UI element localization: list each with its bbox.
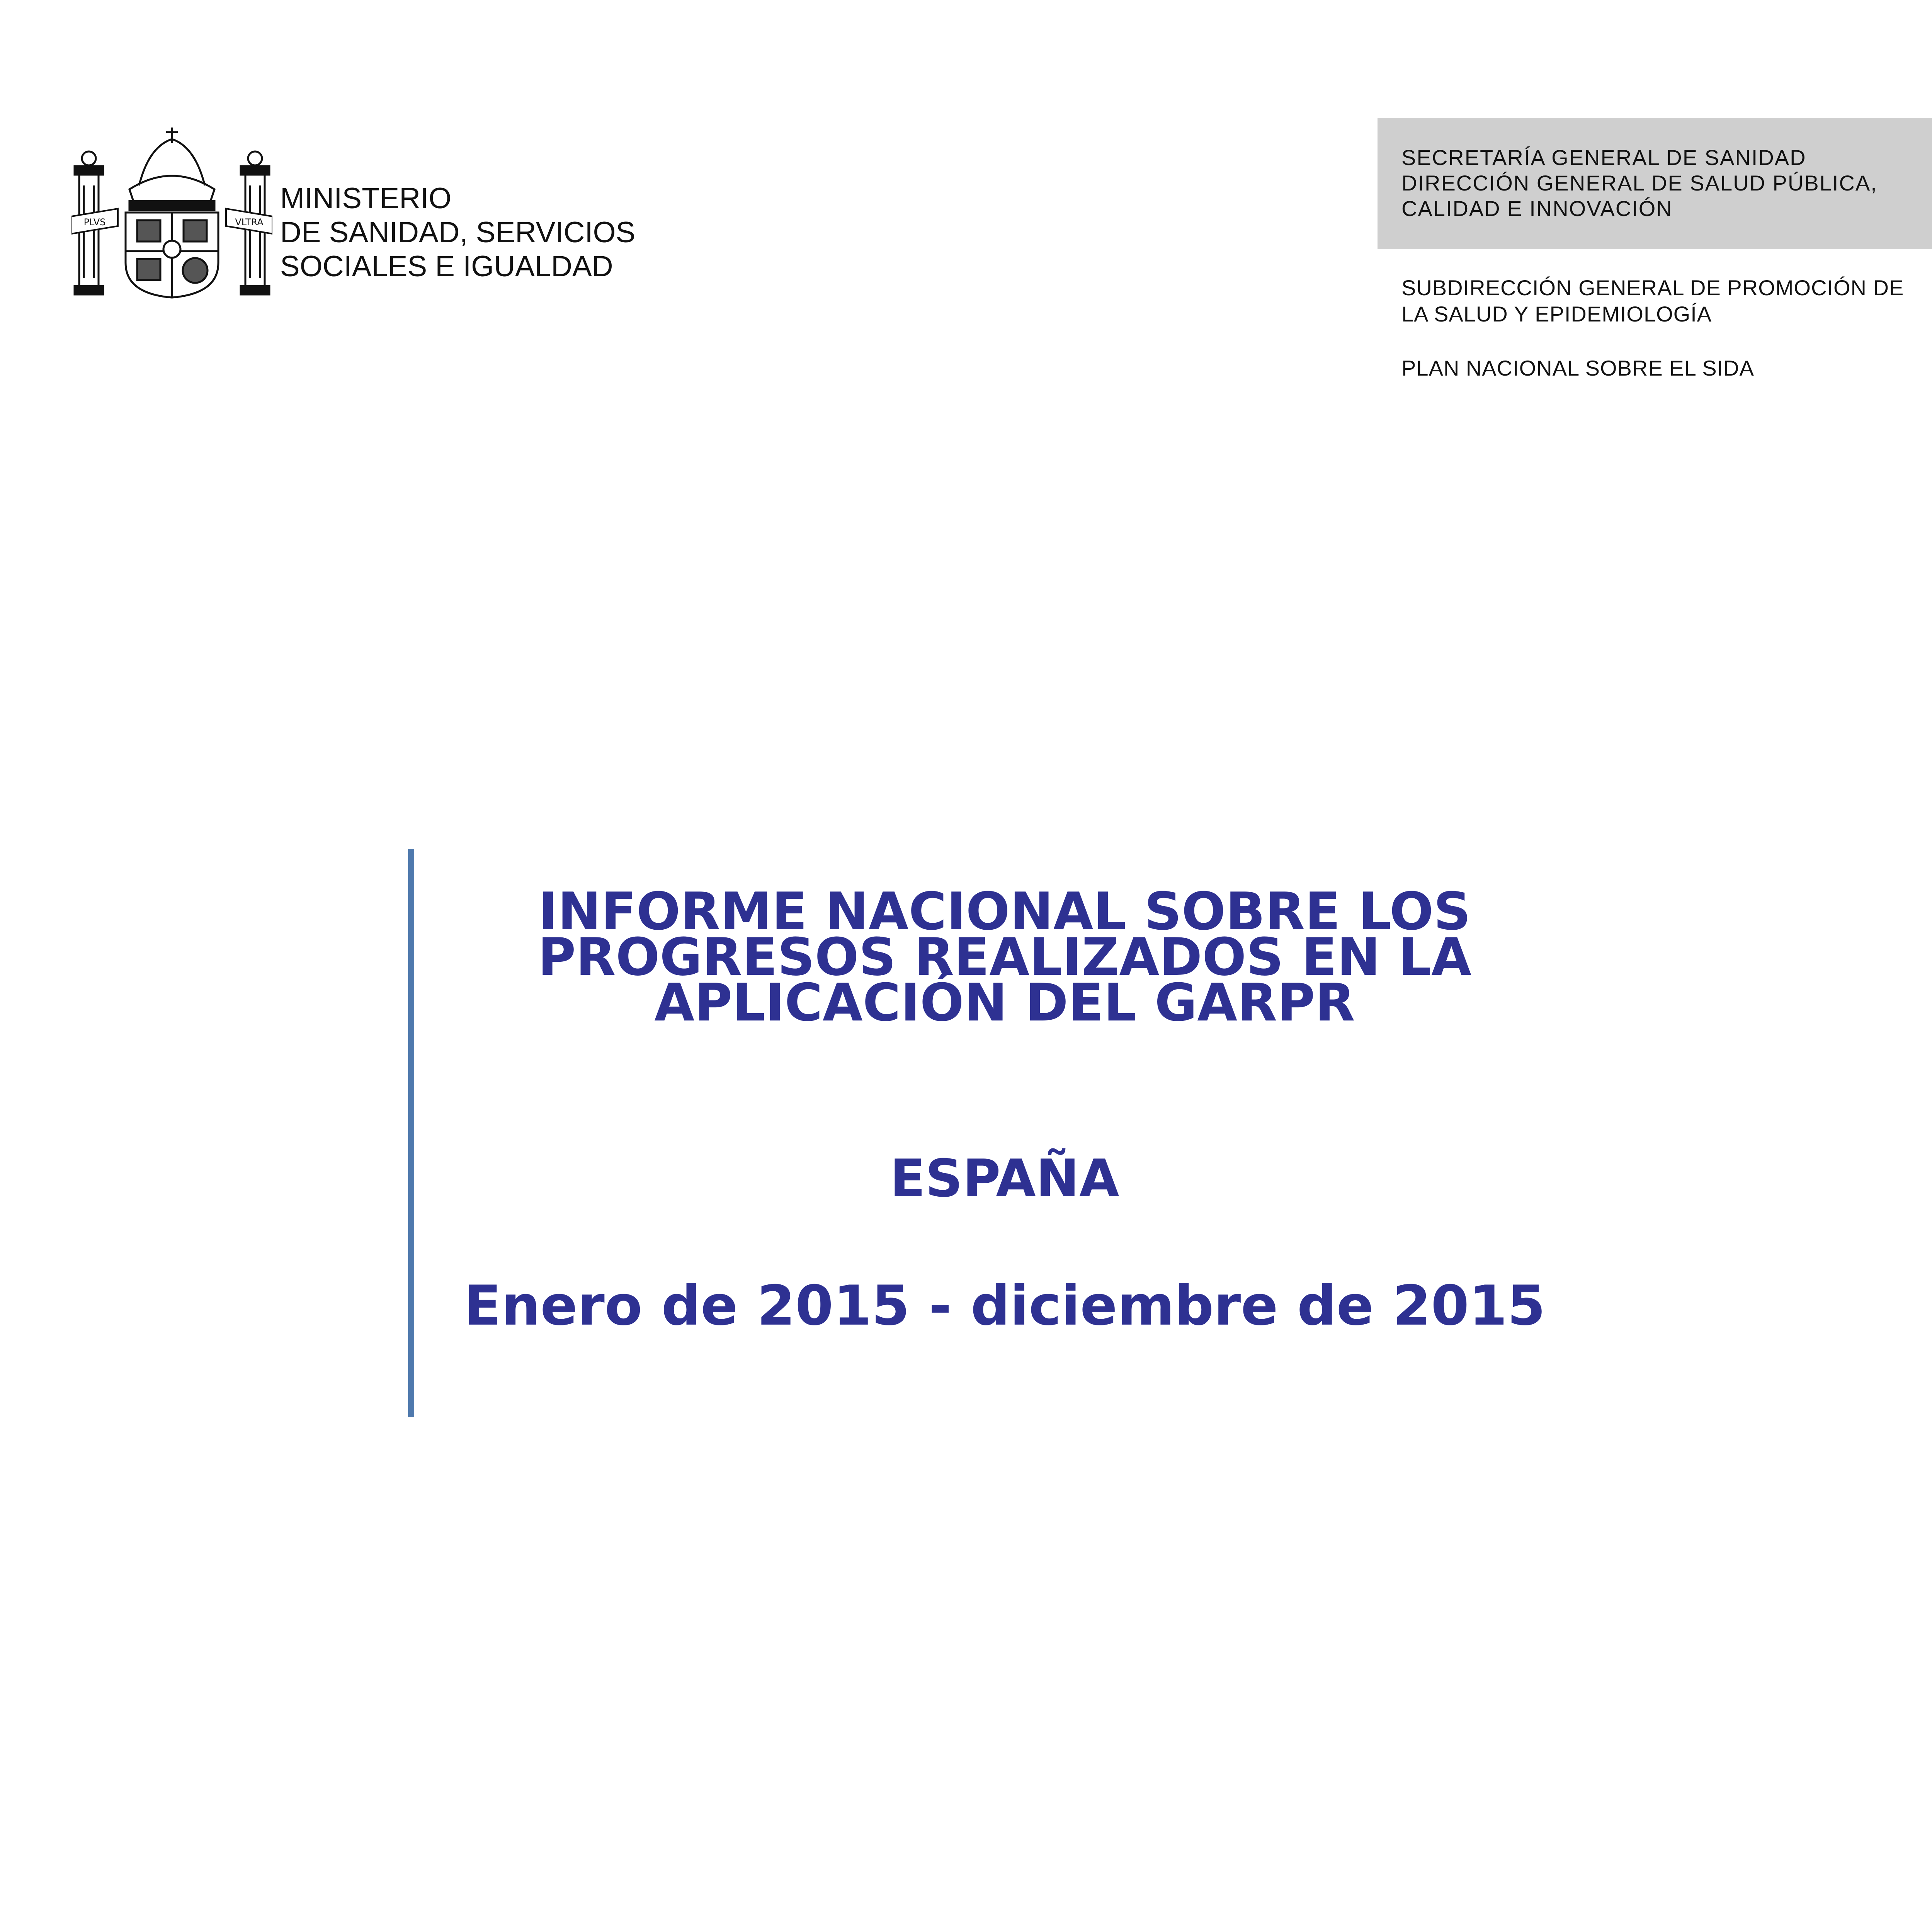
motto-right: VLTRA xyxy=(235,217,264,228)
spanish-coat-of-arms-icon xyxy=(71,116,272,305)
secretariat-box xyxy=(1378,118,1932,249)
ministry-line: SOCIALES E IGUALDAD xyxy=(280,250,613,283)
report-period: Enero de 2015 - diciembre de 2015 xyxy=(464,1274,1546,1338)
ministry-name xyxy=(280,182,635,284)
subdirection-line: SUBDIRECCIÓN GENERAL DE PROMOCIÓN DE xyxy=(1401,276,1904,300)
title-line: INFORME NACIONAL SOBRE LOS xyxy=(538,881,1471,942)
title-line: PROGRESOS REALIZADOS EN LA xyxy=(538,927,1471,987)
motto-left: PLVS xyxy=(83,217,106,228)
secretariat-line: SECRETARÍA GENERAL DE SANIDAD xyxy=(1401,145,1806,170)
subdirection-line: LA SALUD Y EPIDEMIOLOGÍA xyxy=(1401,302,1712,326)
directorate-line: DIRECCIÓN GENERAL DE SALUD PÚBLICA, xyxy=(1401,171,1878,195)
plan-name: PLAN NACIONAL SOBRE EL SIDA xyxy=(1401,356,1754,380)
title-line: APLICACIÓN DEL GARPR xyxy=(654,973,1355,1033)
ministry-line: MINISTERIO xyxy=(280,182,452,215)
report-title xyxy=(425,881,1584,1033)
title-accent-bar xyxy=(408,849,414,1417)
directorate-line: CALIDAD E INNOVACIÓN xyxy=(1401,196,1673,221)
report-country: ESPAÑA xyxy=(890,1148,1119,1209)
ministry-line: DE SANIDAD, SERVICIOS xyxy=(280,216,636,249)
